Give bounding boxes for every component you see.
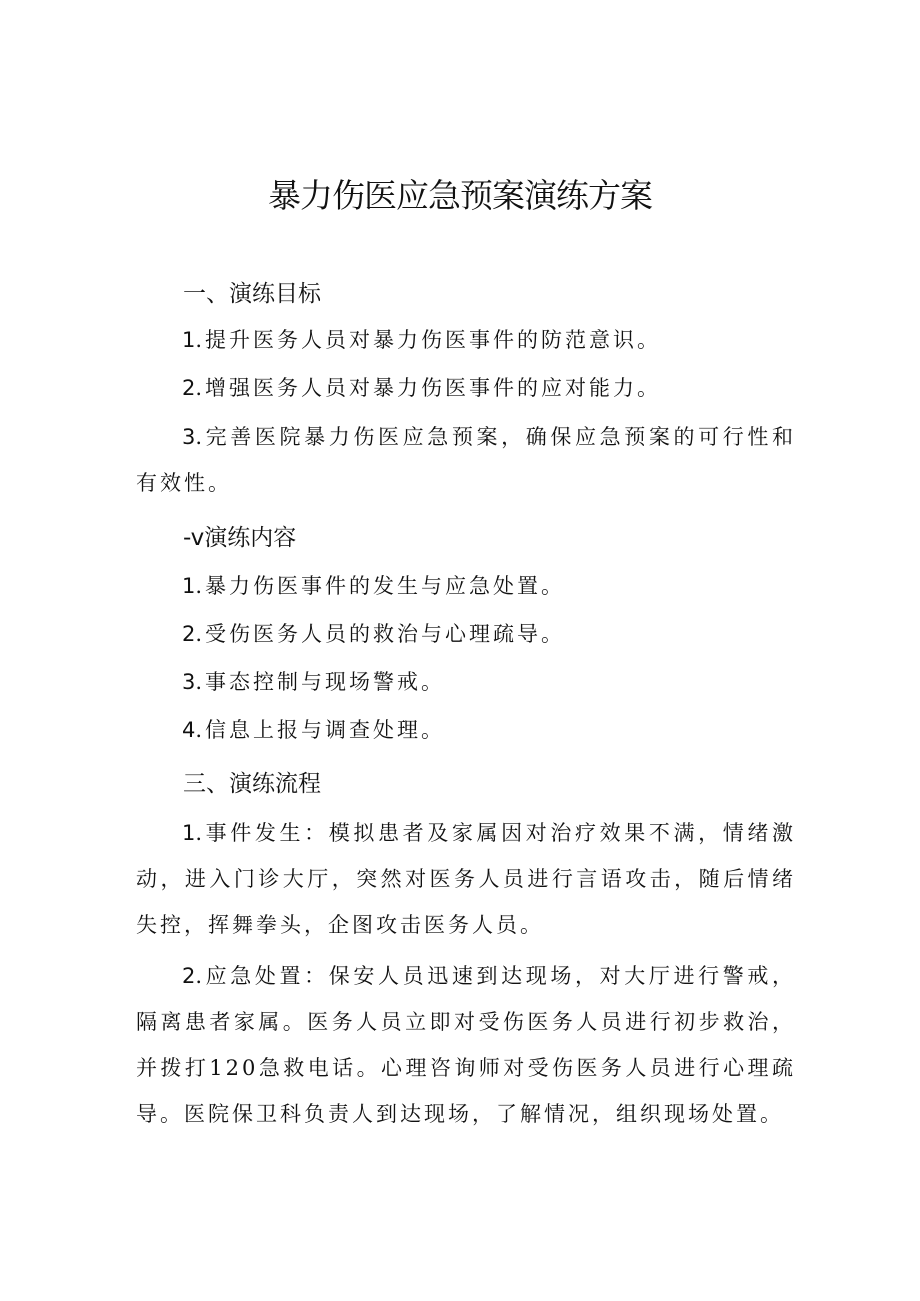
section-heading-goals: 一、演练目标 [183, 281, 321, 307]
item-number: 1 [182, 328, 196, 352]
list-item [136, 611, 796, 657]
item-text: .提升医务人员对暴力伤医事件的防范意识。 [195, 328, 662, 352]
list-item [136, 659, 796, 705]
item-number: 2 [182, 622, 196, 646]
item-text: .完善医院暴力伤医应急预案，确保应急预案的可行性和有效性。 [136, 425, 796, 495]
list-item [136, 317, 796, 363]
item-number: 3 [182, 670, 196, 694]
item-text: .暴力伤医事件的发生与应急处置。 [195, 574, 566, 598]
item-number: 2 [182, 964, 196, 988]
item-text: .应急处置：保安人员迅速到达现场，对大厅进行警戒，隔离患者家属。医务人员立即对受伤医务人员进行初步救治，并拨打120急救电话。心理咨询师对受伤医务人员进行心理疏导。医院保卫科负责人到达现场，了解情况，组织现场处置。 [136, 964, 796, 1126]
section-heading-content: -v演练内容 [183, 525, 297, 551]
item-text: .事件发生：模拟患者及家属因对治疗效果不满，情绪激动，进入门诊大厅，突然对医务人员进行言语攻击，随后情绪失控，挥舞拳头，企图攻击医务人员。 [136, 821, 796, 937]
list-item [136, 707, 796, 753]
item-text: .受伤医务人员的救治与心理疏导。 [195, 622, 566, 646]
item-number: 4 [182, 718, 196, 742]
list-item [136, 414, 796, 506]
list-item [136, 953, 796, 1137]
item-text: .信息上报与调查处理。 [195, 718, 446, 742]
item-number: 1 [182, 574, 196, 598]
item-number: 1 [182, 821, 196, 845]
list-item [136, 810, 796, 948]
list-item [136, 563, 796, 609]
item-number: 3 [182, 425, 196, 449]
item-text: .事态控制与现场警戒。 [195, 670, 446, 694]
list-item [136, 365, 796, 411]
item-text: .增强医务人员对暴力伤医事件的应对能力。 [195, 376, 662, 400]
section-heading-process: 三、演练流程 [183, 771, 321, 797]
document-title: 暴力伤医应急预案演练方案 [268, 176, 652, 215]
item-number: 2 [182, 376, 196, 400]
